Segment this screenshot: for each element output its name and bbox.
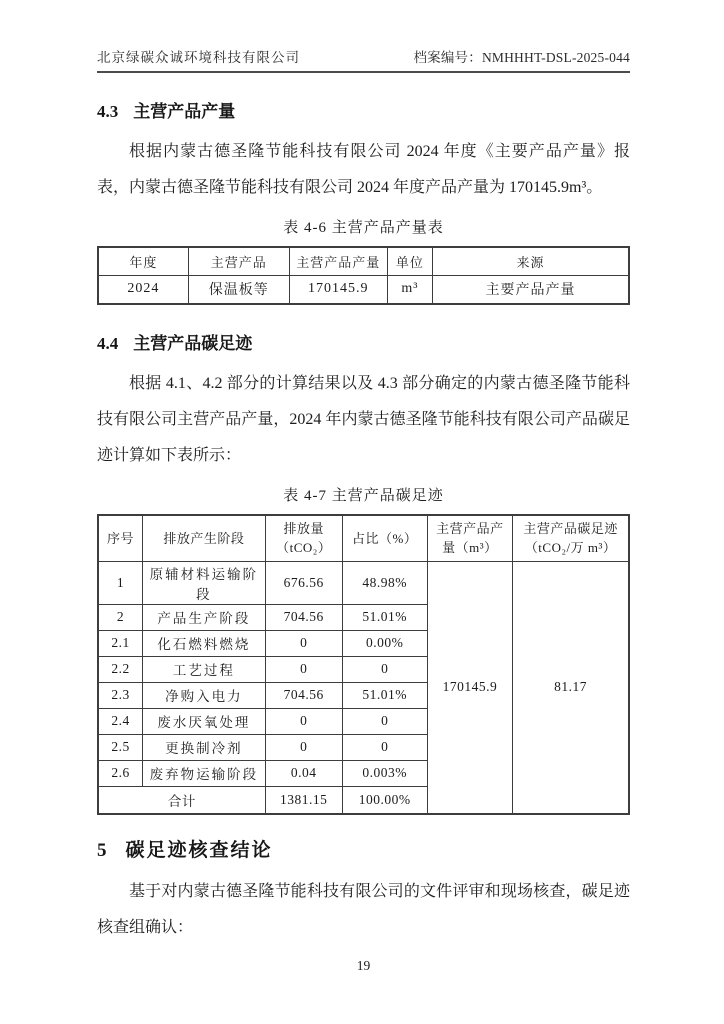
table-header-cell-no: 序号 <box>98 515 143 561</box>
table-header-cell-source: 来源 <box>433 247 630 275</box>
cell-emission: 0 <box>265 708 342 734</box>
section-4-3-number: 4.3 <box>97 102 119 121</box>
section-5-title: 碳足迹核查结论 <box>125 840 273 861</box>
section-4-3-title: 主营产品产量 <box>133 102 236 121</box>
page-header <box>97 46 630 73</box>
table-4-6-caption: 表 4-6 主营产品产量表 <box>283 220 444 236</box>
header-company-name: 北京绿碳众诚环境科技有限公司 <box>97 50 300 65</box>
cell-emission: 704.56 <box>265 682 342 708</box>
cell-emission: 676.56 <box>265 561 342 604</box>
table-header-cell-share: 占比（%） <box>342 515 427 561</box>
page-number: 19 <box>356 958 371 973</box>
cell-no: 2.1 <box>98 630 143 656</box>
cell-share: 0 <box>342 656 427 682</box>
table-cell-source: 主要产品产量 <box>433 275 630 304</box>
cell-stage: 产品生产阶段 <box>143 604 266 630</box>
cell-no: 1 <box>98 561 143 604</box>
table-header-cell-stage: 排放产生阶段 <box>143 515 266 561</box>
cell-stage: 净购入电力 <box>143 682 266 708</box>
table-cell-product: 保温板等 <box>188 275 289 304</box>
cell-share: 48.98% <box>342 561 427 604</box>
cell-no: 2.3 <box>98 682 143 708</box>
cell-stage: 废水厌氧处理 <box>143 708 266 734</box>
cell-emission: 0 <box>265 630 342 656</box>
cell-share: 0.00% <box>342 630 427 656</box>
cell-stage: 更换制冷剂 <box>143 734 266 760</box>
table-4-7-header-row <box>98 515 629 561</box>
table-header-cell-product: 主营产品 <box>188 247 289 275</box>
section-4-3-heading <box>97 97 630 122</box>
cell-share: 0.003% <box>342 760 427 786</box>
table-4-6-data-row <box>98 275 629 304</box>
doc-number-value: NMHHHT-DSL-2025-044 <box>481 50 630 65</box>
table-4-6 <box>97 246 630 305</box>
table-header-cell-year: 年度 <box>98 247 188 275</box>
table-header-cell-emission: 排放量 （tCO₂） <box>265 515 342 561</box>
cell-product-output-merged: 170145.9 <box>427 561 512 814</box>
cell-share: 0 <box>342 734 427 760</box>
doc-number-label: 档案编号： <box>413 50 482 65</box>
section-4-3-paragraph: 根据内蒙古德圣隆节能科技有限公司 2024 年度《主要产品产量》报表，内蒙古德圣隆节能科技有限公司 2024 年度产品产量为 170145.9m³。 <box>97 143 630 196</box>
cell-emission: 0.04 <box>265 760 342 786</box>
table-4-6-header-row <box>98 247 629 275</box>
cell-stage: 原辅材料运输阶段 <box>143 561 266 604</box>
section-5-paragraph: 基于对内蒙古德圣隆节能科技有限公司的文件评审和现场核查，碳足迹核查组确认： <box>97 883 630 936</box>
section-5-number: 5 <box>97 840 107 861</box>
cell-no: 2.5 <box>98 734 143 760</box>
table-cell-year: 2024 <box>98 275 188 304</box>
cell-stage: 化石燃料燃烧 <box>143 630 266 656</box>
cell-no: 2.6 <box>98 760 143 786</box>
cell-emission: 0 <box>265 656 342 682</box>
cell-stage: 工艺过程 <box>143 656 266 682</box>
cell-share: 51.01% <box>342 682 427 708</box>
table-cell-output: 170145.9 <box>289 275 387 304</box>
section-4-4-title: 主营产品碳足迹 <box>133 334 253 353</box>
table-header-cell-unit: 单位 <box>387 247 432 275</box>
section-4-4-number: 4.4 <box>97 334 119 353</box>
table-4-7 <box>97 514 630 815</box>
cell-stage: 废弃物运输阶段 <box>143 760 266 786</box>
section-5-heading <box>97 835 630 862</box>
cell-no: 2.2 <box>98 656 143 682</box>
section-4-4-paragraph: 根据 4.1、4.2 部分的计算结果以及 4.3 部分确定的内蒙古德圣隆节能科技有限公司主营产品产量，2024 年内蒙古德圣隆节能科技有限公司产品碳足迹计算如下表所示： <box>97 375 630 464</box>
table-header-cell-product-output: 主营产品产 量（m³） <box>427 515 512 561</box>
cell-no: 2 <box>98 604 143 630</box>
cell-share: 0 <box>342 708 427 734</box>
cell-emission: 0 <box>265 734 342 760</box>
cell-no: 2.4 <box>98 708 143 734</box>
table-header-cell-output: 主营产品产量 <box>289 247 387 275</box>
cell-total-emission: 1381.15 <box>265 786 342 814</box>
cell-total-share: 100.00% <box>342 786 427 814</box>
table-header-cell-footprint: 主营产品碳足迹 （tCO₂/万 m³） <box>513 515 629 561</box>
cell-emission: 704.56 <box>265 604 342 630</box>
cell-total-label: 合计 <box>98 786 265 814</box>
table-cell-unit: m³ <box>387 275 432 304</box>
table-4-7-caption: 表 4-7 主营产品碳足迹 <box>283 488 444 504</box>
cell-share: 51.01% <box>342 604 427 630</box>
cell-footprint-merged: 81.17 <box>513 561 629 814</box>
header-doc-number <box>413 46 630 66</box>
section-4-4-heading <box>97 329 630 354</box>
table-row-1 <box>98 561 629 604</box>
